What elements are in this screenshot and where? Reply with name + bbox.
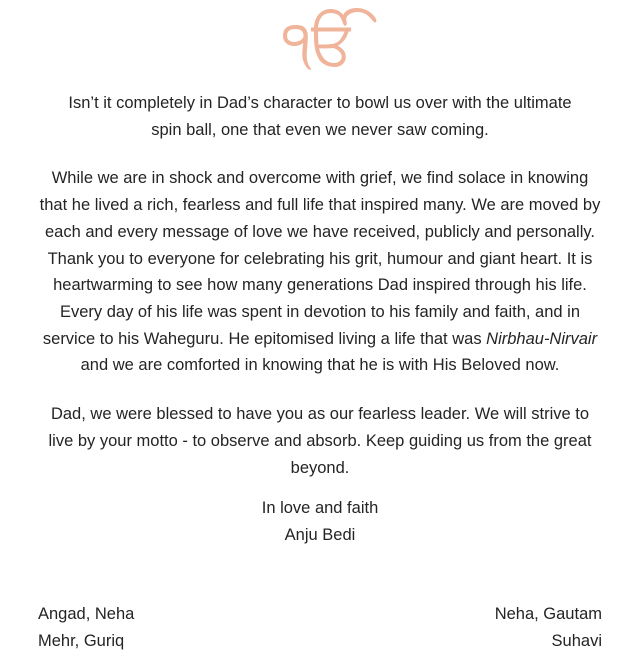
ik-onkar-icon: ੴ [282, 6, 358, 79]
ik-onkar-symbol-container [38, 0, 602, 90]
paragraph-1: Isn’t it completely in Dad’s character to bowl us over with the ultimate spin ball, one that even we never saw coming. [68, 94, 572, 139]
footer-right-line-1: Neha, Gautam [494, 605, 602, 624]
paragraph-3: Dad, we were blessed to have you as our fearless leader. We will strive to live by your motto - to observe and absorb. Keep guiding us from the great beyond. [48, 405, 592, 477]
footer-left-line-2: Mehr, Guriq [38, 631, 125, 650]
paragraph-2-lead: While we are in shock and overcome with grief, we find solace in knowing that he lived a rich, fearless and full life that inspired many. We are moved by each and every message of love we have received, publicly and personally. Thank you to everyone for celebrating his grit, humour and giant heart. It is heartwarming to see how many generations Dad inspired through his life. Every day of his life was spent in devotion to his family and faith, and in service to his Waheguru. He epitomised living a life that was [39, 169, 601, 348]
paragraph-2 [38, 165, 602, 379]
footer-right-line-2: Suhavi [551, 631, 602, 650]
footer-left-line-1: Angad, Neha [38, 605, 135, 624]
signoff-line-1: In love and faith [261, 499, 379, 518]
signature-footer [38, 601, 602, 654]
note-body [38, 90, 602, 549]
footer-names-left [38, 601, 134, 654]
paragraph-2-tail: and we are comforted in knowing that he is with His Beloved now. [80, 356, 560, 375]
paragraph-2-italic-phrase: Nirbhau-Nirvair [486, 329, 598, 348]
signoff-line-2: Anju Bedi [284, 526, 356, 545]
footer-names-right [495, 601, 602, 654]
